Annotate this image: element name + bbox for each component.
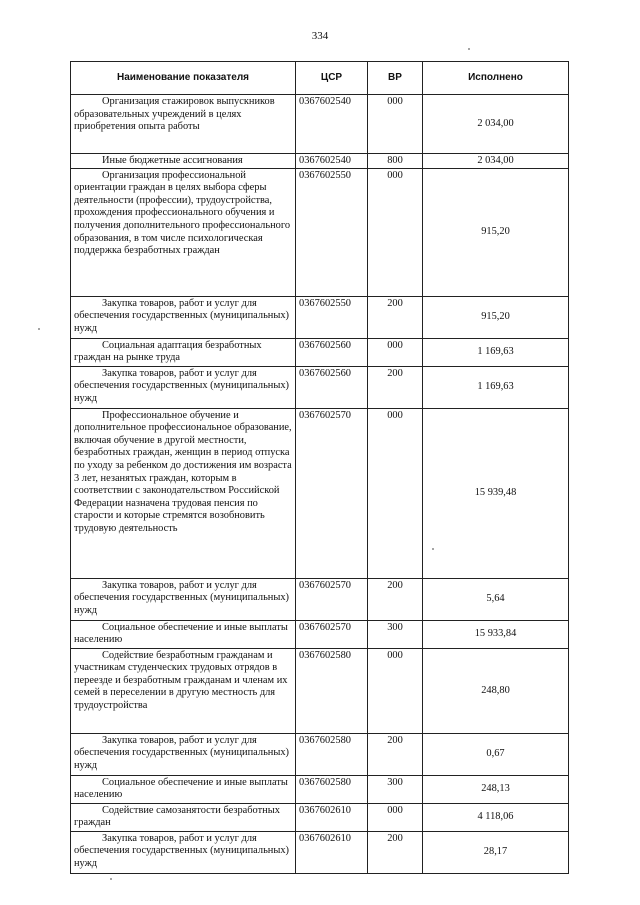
table-row xyxy=(71,366,569,408)
table-row xyxy=(71,154,569,169)
row-csr: 0367602580 xyxy=(296,648,368,733)
table-row xyxy=(71,831,569,873)
row-csr: 0367602580 xyxy=(296,733,368,775)
row-csr: 0367602610 xyxy=(296,803,368,831)
header-name: Наименование показателя xyxy=(71,62,296,95)
row-executed: 1 169,63 xyxy=(423,338,569,366)
scan-speck xyxy=(468,48,470,50)
table-row xyxy=(71,408,569,578)
table-row xyxy=(71,803,569,831)
row-name: Содействие самозанятости безработных граждан xyxy=(71,803,296,831)
scan-speck xyxy=(38,328,40,330)
table-row xyxy=(71,620,569,648)
row-csr: 0367602610 xyxy=(296,831,368,873)
row-name: Организация профессиональной ориентации граждан в целях выбора сферы деятельности (профессии), трудоустройства, прохождения профессионального обучения и получения дополнительного профессионального образования, в том числе психологическая поддержка безработных граждан xyxy=(71,168,296,296)
row-vr: 000 xyxy=(368,338,423,366)
row-executed: 15 939,48 xyxy=(423,408,569,578)
row-name: Социальное обеспечение и иные выплаты населению xyxy=(71,620,296,648)
row-executed: 4 118,06 xyxy=(423,803,569,831)
page-number: 334 xyxy=(311,30,329,42)
row-name: Закупка товаров, работ и услуг для обеспечения государственных (муниципальных) нужд xyxy=(71,366,296,408)
row-name: Закупка товаров, работ и услуг для обеспечения государственных (муниципальных) нужд xyxy=(71,578,296,620)
row-executed: 28,17 xyxy=(423,831,569,873)
table-row xyxy=(71,296,569,338)
row-vr: 000 xyxy=(368,408,423,578)
row-executed: 2 034,00 xyxy=(423,95,569,154)
row-vr: 000 xyxy=(368,803,423,831)
row-name: Профессиональное обучение и дополнительное профессиональное образование, включая обучение в другой местности, безработных граждан, женщин в период отпуска по уходу за ребенком до достижения им возраста 3 лет, незанятых граждан, которым в соответствии с законодательством Российской Федерации назначена трудовая пенсия по старости и которые стремятся возобновить трудовую деятельность xyxy=(71,408,296,578)
row-executed: 1 169,63 xyxy=(423,366,569,408)
table-row xyxy=(71,168,569,296)
row-csr: 0367602550 xyxy=(296,296,368,338)
row-name: Социальное обеспечение и иные выплаты населению xyxy=(71,775,296,803)
row-name: Иные бюджетные ассигнования xyxy=(71,154,296,169)
row-csr: 0367602540 xyxy=(296,95,368,154)
header-vr: ВР xyxy=(368,62,423,95)
row-vr: 000 xyxy=(368,95,423,154)
row-executed: 2 034,00 xyxy=(423,154,569,169)
header-csr: ЦСР xyxy=(296,62,368,95)
row-csr: 0367602560 xyxy=(296,338,368,366)
table-row xyxy=(71,578,569,620)
row-executed: 15 933,84 xyxy=(423,620,569,648)
table-row xyxy=(71,95,569,154)
row-vr: 200 xyxy=(368,831,423,873)
row-vr: 200 xyxy=(368,296,423,338)
scan-speck xyxy=(432,548,434,550)
row-vr: 200 xyxy=(368,578,423,620)
row-name: Закупка товаров, работ и услуг для обеспечения государственных (муниципальных) нужд xyxy=(71,296,296,338)
row-name: Содействие безработным гражданам и участникам студенческих трудовых отрядов в переезде и безработным гражданам и членам их семей в переселении в другую местность для трудоустройства xyxy=(71,648,296,733)
budget-table xyxy=(70,61,569,874)
row-executed: 0,67 xyxy=(423,733,569,775)
row-vr: 300 xyxy=(368,620,423,648)
row-executed: 915,20 xyxy=(423,168,569,296)
scan-speck xyxy=(110,878,112,880)
row-executed: 248,80 xyxy=(423,648,569,733)
table-row xyxy=(71,733,569,775)
table-row xyxy=(71,648,569,733)
row-name: Социальная адаптация безработных граждан на рынке труда xyxy=(71,338,296,366)
row-executed: 248,13 xyxy=(423,775,569,803)
header-executed: Исполнено xyxy=(423,62,569,95)
row-csr: 0367602570 xyxy=(296,408,368,578)
row-name: Закупка товаров, работ и услуг для обеспечения государственных (муниципальных) нужд xyxy=(71,733,296,775)
row-name: Организация стажировок выпускников образовательных учреждений в целях приобретения опыта работы xyxy=(71,95,296,154)
row-csr: 0367602550 xyxy=(296,168,368,296)
row-vr: 000 xyxy=(368,648,423,733)
row-vr: 000 xyxy=(368,168,423,296)
row-vr: 200 xyxy=(368,366,423,408)
row-executed: 915,20 xyxy=(423,296,569,338)
row-csr: 0367602570 xyxy=(296,578,368,620)
row-name: Закупка товаров, работ и услуг для обеспечения государственных (муниципальных) нужд xyxy=(71,831,296,873)
row-csr: 0367602560 xyxy=(296,366,368,408)
row-csr: 0367602570 xyxy=(296,620,368,648)
row-csr: 0367602580 xyxy=(296,775,368,803)
table-header-row xyxy=(71,62,569,95)
table-row xyxy=(71,338,569,366)
row-vr: 200 xyxy=(368,733,423,775)
row-vr: 300 xyxy=(368,775,423,803)
table-row xyxy=(71,775,569,803)
row-executed: 5,64 xyxy=(423,578,569,620)
row-csr: 0367602540 xyxy=(296,154,368,169)
row-vr: 800 xyxy=(368,154,423,169)
